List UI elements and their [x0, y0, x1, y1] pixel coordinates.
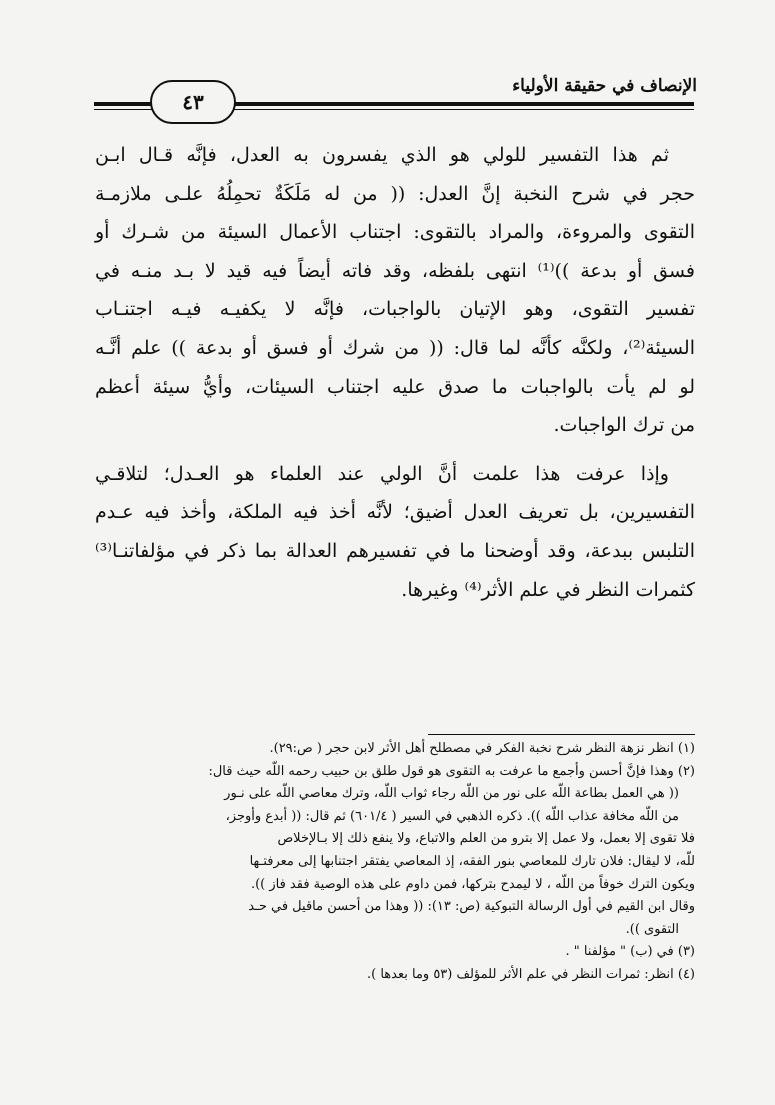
body-line: من ترك الواجبات. [553, 414, 695, 437]
body-line: ثم هذا التفسير للولي هو الذي يفسرون به العدل، فإنَّه قـال ابـن [95, 144, 669, 166]
footnote-line: (٢) وهذا فإنَّ أحسن وأجمع ما عرفت به التقوى هو قول طلق بن حبيب رحمه اللّه حيث قال: [208, 763, 695, 779]
footnotes [95, 738, 695, 987]
footnote-line: فلا تقوى إلا بعمل، ولا عمل إلا بترو من العلم والاتباع، ولا ينفع ذلك إلا بـالإخلاص [277, 831, 695, 847]
footnote-line: (٣) في (ب) " مؤلفنا " . [565, 944, 695, 960]
body-line: فسق أو بدعة ))⁽¹⁾ انتهى بلفظه، وقد فاته أيضاً فيه قيد لا بـد منـه في [95, 259, 695, 282]
footnote-line: من اللّه مخافة عذاب اللّه )). ذكره الذهبي في السير ( ٦٠١/٤) ثم قال: (( أبدع وأوجز، [225, 808, 679, 824]
body-line: وإذا عرفت هذا علمت أنَّ الولي عند العلماء هو العـدل؛ لتلاقـي [95, 462, 669, 485]
paragraph-gap [95, 445, 695, 455]
footnote-separator [428, 734, 695, 735]
footnote-line: للّه، لا ليقال: فلان تارك للمعاصي بنور الفقه، إذ المعاصي يفتقر اجتنابها إلى معرفتـها [249, 853, 695, 869]
body-line: التفسيرين، بل تعريف العدل أضيق؛ لأنَّه أخذ فيه الملكة، وأخذ فيه عـدم [95, 501, 695, 524]
body-line: لو لم يأت بالواجبات ما صدق عليه اجتناب السيئات، وأيُّ سيئة أعظم [95, 375, 695, 398]
footnote-line: (٤) انظر: ثمرات النظر في علم الأثر للمؤلف (٥٣ وما بعدها ). [366, 966, 695, 982]
main-text [95, 136, 695, 609]
footnote-line: (( هي العمل بطاعة اللّه على نور من اللّه رجاء ثواب اللّه، وترك معاصي اللّه على نـور [224, 786, 679, 802]
page-number-badge: ٤٣ [150, 80, 236, 124]
footnote-line: وقال ابن القيم في أول الرسالة التبوكية (ص: ١٣): (( وهذا من أحسن ماقيل في حـد [248, 899, 695, 915]
footnote-line: ويكون الترك خوفاً من اللّه ، لا ليمدح بتركها، فمن داوم على هذه الوصية فقد فاز )). [250, 876, 695, 892]
footnote-line: التقوى )). [625, 921, 679, 937]
body-line: تفسير التقوى، وهو الإتيان بالواجبات، فإنَّه لا يكفيـه فيـه اجتنـاب [95, 298, 695, 321]
body-line: التلبس ببدعة، وقد أوضحنا ما في تفسيرهم العدالة بما ذكر في مؤلفاتنـا⁽³⁾ [95, 539, 695, 562]
body-line: حجر في شرح النخبة إنَّ العدل: (( من له مَلَكَةٌ تحمِلُهُ علـى ملازمـة [95, 182, 695, 205]
body-line: التقوى والمروءة، والمراد بالتقوى: اجتناب الأعمال السيئة من شـرك أو [95, 221, 695, 244]
footnote-line: (١) انظر نزهة النظر شرح نخبة الفكر في مصطلح أهل الأثر لابن حجر ( ص:٢٩). [269, 741, 695, 756]
body-line: كثمرات النظر في علم الأثر⁽⁴⁾ وغيرها. [401, 578, 695, 601]
body-line: السيئة⁽²⁾، ولكنَّه كأنَّه لما قال: (( من شرك أو فسق أو بدعة )) علم أنَّـه [95, 336, 695, 359]
running-header-title: الإنصاف في حقيقة الأولياء [512, 76, 697, 96]
